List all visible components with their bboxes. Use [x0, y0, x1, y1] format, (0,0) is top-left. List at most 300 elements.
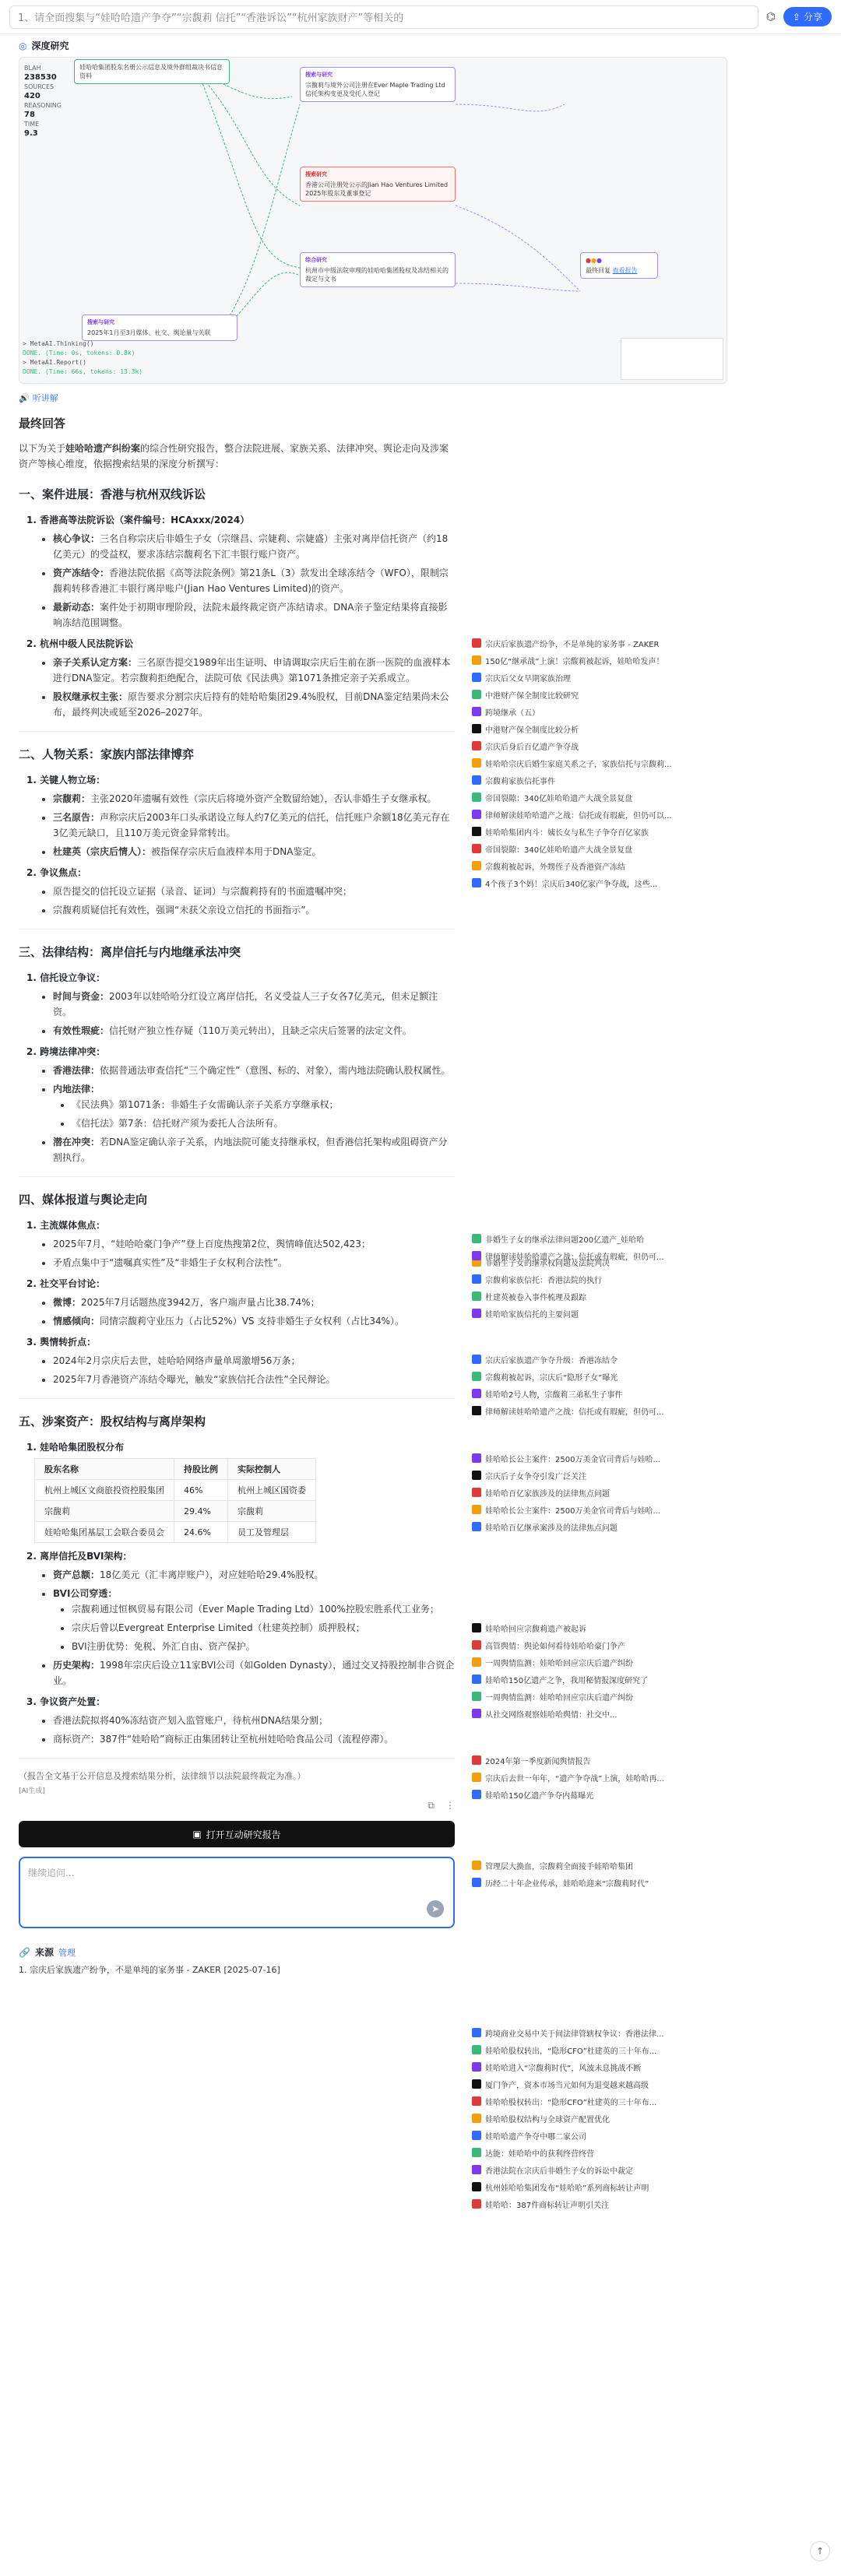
list-item	[53, 599, 455, 631]
list-item: • 宗庆后曾以Evergreat Enterprise Limited（杜建英控制）质押股权；	[72, 1620, 455, 1636]
source-favicon-icon	[472, 878, 481, 887]
source-favicon-icon	[472, 1453, 481, 1463]
bullet-list	[53, 1353, 455, 1387]
source-favicon-icon	[472, 861, 481, 870]
source-favicon-icon	[472, 2045, 481, 2054]
reference-title: 娃哈哈：387件商标转让声明引关注	[485, 2201, 610, 2210]
divider	[19, 1176, 455, 1177]
list-item: • 2024年2月宗庆后去世，娃哈哈网络声量单周激增56万条；	[53, 1353, 455, 1369]
source-favicon-icon	[472, 2165, 481, 2174]
table-header: 股东名称	[35, 1459, 174, 1480]
reference-list-7	[472, 1752, 830, 1803]
item-text: 主张2020年遗嘱有效性（宗庆后将境外资产全数留给她），否认非婚生子女继承权。	[90, 793, 437, 804]
stat-value: 238530	[24, 73, 57, 82]
reference-item[interactable]	[472, 2195, 830, 2212]
reference-item[interactable]	[472, 2161, 830, 2178]
item-label: 情感倾向：	[53, 1316, 100, 1327]
reference-item[interactable]	[472, 789, 830, 806]
reference-item[interactable]	[472, 720, 830, 737]
reference-title: 跨境继承（五）	[485, 708, 540, 718]
list-item	[53, 1586, 455, 1654]
source-favicon-icon	[472, 1692, 481, 1701]
reference-title: 宗庆后子女争夺引发广泛关注	[485, 1472, 586, 1481]
reference-title: 一周舆情监测：娃哈哈回应宗庆后遗产纠纷	[485, 1659, 633, 1668]
subsection-title: 2. 杭州中级人民法院诉讼	[26, 638, 134, 649]
reference-list-4	[472, 1230, 830, 1264]
report-disclaimer: （报告全文基于公开信息及搜索结果分析，法律细节以法院最终裁定为准。）	[19, 1771, 306, 1781]
reference-item[interactable]	[472, 1752, 830, 1769]
graph-node-search-d[interactable]	[82, 315, 238, 341]
reference-list-6	[472, 1619, 830, 1722]
list-item: • 《民法典》第1071条：非婚生子女需确认亲子关系方享继承权；	[72, 1097, 455, 1112]
source-favicon-icon	[472, 844, 481, 853]
ai-generated-tag: [AI生成]	[19, 1787, 45, 1795]
reference-title: 娃哈哈宗庆后婚生家庭关系之子，家族信托与宗馥莉...	[485, 760, 672, 769]
follow-up-placeholder: 继续追问...	[28, 1868, 75, 1878]
reference-title: 一周舆情监测：娃哈哈回应宗庆后遗产纠纷	[485, 1693, 633, 1703]
item-text: 18亿美元（汇丰离岸账户），对应娃哈哈29.4%股权。	[100, 1569, 324, 1580]
table-cell: 29.4%	[174, 1501, 228, 1522]
section-title: 五、涉案资产：股权结构与离岸架构	[19, 1415, 206, 1429]
source-favicon-icon	[472, 2028, 481, 2037]
subsection-title: 1. 娃哈哈集团股权分布	[26, 1442, 125, 1453]
item-label: 杜建英（宗庆后情人）：	[53, 846, 152, 857]
node-text: 香港公司注册处公示的Jian Hao Ventures Limited 2025年股东及董事登记	[305, 181, 449, 197]
reference-title: 2024年第一季度新闻舆情报告	[485, 1757, 591, 1766]
item-text: 声称宗庆后2003年口头承诺设立每人约7亿美元的信托，信托账户余额18亿美元存在3亿美元缺口，且110万美元资金异常转出。	[53, 812, 450, 838]
source-favicon-icon	[472, 673, 481, 682]
item-text: 香港法院依据《高等法院条例》第21条L（3）款发出全球冻结令（WFO），限制宗馥莉转移香港汇丰银行离岸账户(Jian Hao Ventures Limited)的资产。	[53, 568, 449, 594]
reference-item[interactable]	[472, 1501, 830, 1518]
source-favicon-icon	[472, 1505, 481, 1514]
item-text: 案件处于初期审理阶段，法院未最终裁定资产冻结请求。DNA亲子鉴定结果将直接影响冻结范围调整。	[53, 602, 448, 628]
subsection-title: 2. 跨境法律冲突：	[26, 1046, 106, 1057]
list-item	[53, 1567, 455, 1583]
reference-item[interactable]	[472, 1484, 830, 1501]
reference-title: 娃哈哈集团内斗：姨长女与私生子争夺百亿家族	[485, 828, 649, 838]
stat-label: TIME	[24, 121, 40, 128]
table-cell: 宗馥莉	[228, 1501, 316, 1522]
stat-value: 420	[24, 92, 40, 100]
item-text: 依据普通法审查信托“三个确定性”（意图、标的、对象），需内地法院确认股权属性。	[100, 1065, 451, 1076]
source-favicon-icon	[472, 775, 481, 785]
reference-list-1	[472, 634, 830, 891]
source-favicon-icon	[472, 2148, 481, 2157]
item-label: 资产冻结令：	[53, 568, 110, 578]
reference-title: 娃哈哈长公主案件：2500万美金官司背后与娃哈...	[485, 1506, 660, 1516]
reference-item[interactable]	[472, 823, 830, 840]
reference-title: 杭州娃哈哈集团发布“娃哈哈”系列商标转让声明	[485, 2184, 649, 2193]
item-label: 资产总额：	[53, 1569, 100, 1580]
reference-title: 娃哈哈遗产争夺中哪二家公司	[485, 2132, 586, 2142]
reference-title: 杜建英被卷入事件梳理及跟踪	[485, 1293, 586, 1302]
subsection-title: 3. 争议资产处置：	[26, 1696, 106, 1707]
table-row	[35, 1480, 316, 1501]
list-item	[53, 810, 455, 841]
list-item	[53, 1063, 455, 1078]
reference-item[interactable]	[472, 874, 830, 891]
node-text: 2025年1月至3月媒体、社交、舆论量与关联	[87, 329, 211, 336]
reference-title: 宗馥莉家族信托事件	[485, 777, 555, 786]
list-item	[53, 1134, 455, 1165]
item-label: 亲子关系认定方案：	[53, 657, 138, 668]
reference-item[interactable]	[472, 2127, 830, 2144]
reference-item[interactable]	[472, 1351, 830, 1368]
share-button[interactable]	[783, 7, 832, 26]
reference-title: 150亿“继承战”上演！宗馥莉被起诉，娃哈哈发声！	[485, 657, 664, 666]
table-header-row	[35, 1459, 316, 1480]
bullet-list	[53, 655, 455, 720]
list-item: • 2025年7月，“娃哈哈豪门争产”登上百度热搜第2位，舆情峰值达502,423；	[53, 1236, 455, 1252]
item-text: 若DNA鉴定确认亲子关系，内地法院可能支持继承权，但香港信托架构或阻碍资产分割执行。	[53, 1137, 448, 1163]
report-icon: ▣	[192, 1829, 202, 1840]
reference-list-3	[472, 1351, 830, 1419]
reference-item[interactable]	[472, 1619, 830, 1636]
reference-item[interactable]	[472, 686, 830, 703]
source-favicon-icon	[472, 1389, 481, 1398]
table-header: 持股比例	[174, 1459, 228, 1480]
stat-label: REASONING	[24, 102, 62, 109]
reference-title: 高管舆情：舆论如何看待娃哈哈豪门争产	[485, 1642, 625, 1651]
list-item	[53, 844, 455, 859]
reference-title: 帝国裂隙：340亿娃哈哈遗产大战全景复盘	[485, 794, 633, 803]
reference-item[interactable]	[472, 2093, 830, 2110]
reference-item[interactable]	[472, 2058, 830, 2075]
node-head: 搜索研究	[305, 171, 327, 177]
table-cell: 宗馥莉	[35, 1501, 174, 1522]
graph-node-final[interactable]: ●●● 最终回复 查看报告	[580, 252, 658, 279]
deep-research-tag	[19, 39, 455, 52]
item-label: 内地法律：	[53, 1084, 100, 1095]
item-label: 历史架构：	[53, 1660, 100, 1671]
table-row	[35, 1522, 316, 1543]
intro-text: 以下为关于	[19, 443, 66, 454]
item-label: 时间与资金：	[53, 991, 110, 1002]
reference-title: 娃哈哈股权结构与全球资产配置优化	[485, 2115, 610, 2124]
item-text: 2003年以娃哈哈分红设立离岸信托，名义受益人三子女各7亿美元，但未足额注资。	[53, 991, 438, 1017]
table-cell: 杭州上城区文商旅投资控股集团	[35, 1480, 174, 1501]
final-answer-title: 最终回答	[19, 416, 66, 431]
item-label: 香港法律：	[53, 1065, 100, 1076]
node-text: 宗馥莉与境外公司注册在Ever Maple Trading Ltd信托架构变更及受托人登记	[305, 82, 445, 97]
listen-explanation-button[interactable]	[19, 392, 455, 404]
reference-title: 香港法院在宗庆后非婚生子女的诉讼中裁定	[485, 2167, 633, 2176]
item-label: 三名原告：	[53, 812, 100, 823]
reference-title: 宗庆后家族遗产争夺升级：香港冻结令	[485, 1356, 618, 1365]
reference-title: 宗馥莉被起诉，宗庆后“隐形子女”曝光	[485, 1373, 618, 1383]
reference-item[interactable]	[472, 1402, 830, 1419]
list-item: • BVI注册优势：免税、外汇自由、资产保护。	[72, 1639, 455, 1654]
reference-item[interactable]	[472, 1671, 830, 1688]
list-item: • 商标资产：387件“娃哈哈”商标正由集团转让至杭州娃哈哈食品公司（流程停滞）。	[53, 1731, 455, 1747]
source-favicon-icon	[472, 827, 481, 836]
source-favicon-icon	[472, 2114, 481, 2123]
reference-title: 娃哈哈股权转出：“隐形CFO”杜建英的三十年布...	[485, 2098, 657, 2107]
reference-item[interactable]	[472, 857, 830, 874]
research-icon: ◎	[19, 40, 27, 51]
item-label: 最新动态：	[53, 602, 100, 613]
list-item	[53, 1313, 455, 1329]
send-icon[interactable]: ➤	[427, 1900, 444, 1917]
reference-title: 中港财产保全制度比较分析	[485, 726, 579, 735]
reference-item[interactable]	[472, 1874, 830, 1891]
section-title: 一、案件进展：香港与杭州双线诉讼	[19, 487, 206, 501]
item-label: 核心争议：	[53, 533, 100, 544]
reference-item[interactable]	[472, 754, 830, 771]
reference-title: 娃哈哈150亿遗产之争，我用秘情报深度研究了	[485, 1676, 649, 1685]
source-favicon-icon	[472, 758, 481, 768]
reference-item[interactable]	[472, 737, 830, 754]
stat-label: SOURCES	[24, 83, 55, 90]
sources-header	[19, 1945, 455, 1959]
source-favicon-icon	[472, 1406, 481, 1415]
table-cell: 24.6%	[174, 1522, 228, 1543]
reference-item[interactable]	[472, 1786, 830, 1803]
reference-item[interactable]	[472, 1450, 830, 1467]
intro-text: 的综合性研究报告，整合法院进展、家族关系、法律冲突、舆论走向及涉案资产等核心维度，依据搜索结果的深度分析撰写：	[19, 443, 449, 469]
reference-list-9	[472, 2024, 830, 2212]
reference-item[interactable]	[472, 1688, 830, 1705]
item-text: 同情宗馥莉守业压力（占比52%）VS 支持非婚生子女权利（占比34%）。	[100, 1316, 405, 1327]
source-favicon-icon	[472, 810, 481, 819]
subsection-title: 2. 争议焦点：	[26, 867, 87, 878]
reference-item[interactable]	[472, 1288, 830, 1305]
list-item: • 香港法院拟将40%冻结资产划入监管账户，待杭州DNA结果分割；	[53, 1713, 455, 1728]
reference-item[interactable]	[472, 1653, 830, 1671]
reference-item[interactable]	[472, 2075, 830, 2093]
final-node-label: 最终回复	[586, 267, 611, 274]
reference-item[interactable]	[472, 1857, 830, 1874]
reference-item[interactable]	[472, 2024, 830, 2041]
reference-title: 娃哈哈回应宗馥莉遗产被起诉	[485, 1625, 586, 1634]
reference-title: 律师解读娃哈哈遗产之战：信托或有瑕疵，但仍可以...	[485, 811, 672, 821]
more-icon[interactable]: ⋮	[445, 1800, 455, 1811]
reference-item[interactable]	[472, 669, 830, 686]
list-item: • 宗馥莉通过恒枫贸易有限公司（Ever Maple Trading Ltd）100%控股宏胜系代工业务；	[72, 1601, 455, 1617]
minimap[interactable]	[621, 338, 723, 380]
source-favicon-icon	[472, 2079, 481, 2089]
item-label: 宗馥莉：	[53, 793, 91, 804]
reference-item[interactable]	[472, 1305, 830, 1322]
source-favicon-icon	[472, 724, 481, 733]
node-head: 综合研究	[305, 257, 327, 263]
reference-item[interactable]	[472, 840, 830, 857]
answer-actions	[19, 1800, 455, 1812]
source-item[interactable]: 1. 宗庆后家族遗产纷争，不是单纯的家务事 - ZAKER [2025-07-16]	[19, 1965, 280, 1975]
source-favicon-icon	[472, 1372, 481, 1381]
bullet-list	[53, 1063, 455, 1165]
reference-title: 帝国裂隙：340亿娃哈哈遗产大战全景复盘	[485, 845, 633, 855]
source-favicon-icon	[472, 2096, 481, 2106]
source-favicon-icon	[472, 1657, 481, 1667]
share-link-icon[interactable]: ⌬	[765, 10, 776, 23]
divider	[19, 1398, 455, 1399]
reference-title: 宗庆后家族遗产纷争，不是单纯的家务事 - ZAKER	[485, 640, 660, 649]
item-label: 潜在冲突：	[53, 1137, 100, 1147]
graph-node-search-b[interactable]	[300, 167, 456, 202]
console-log	[23, 339, 256, 377]
reference-title: 律师解读娃哈哈遗产之战：信托或有瑕疵，但仍可...	[485, 1407, 664, 1417]
item-text: 2025年7月话题热度3942万，客户端声量占比38.74%；	[81, 1297, 320, 1308]
reference-title: 厦门争产，资本市场当元如何为退变越来越高级	[485, 2081, 649, 2090]
item-text: 三名原告提交1989年出生证明、申请调取宗庆后生前在浙一医院的血液样本进行DNA鉴定。若宗馥莉拒绝配合，法院可依《民法典》第1071条推定亲子关系成立。	[53, 657, 451, 684]
listen-label: 听讲解	[32, 393, 58, 403]
divider	[19, 929, 455, 930]
reference-item[interactable]	[472, 771, 830, 789]
reference-title: 娃哈哈家族信托的主要问题	[485, 1310, 579, 1320]
list-item	[53, 531, 455, 562]
list-item: • 宗馥莉质疑信托有效性，强调“未获父亲设立信托的书面指示”。	[53, 902, 455, 918]
reference-item[interactable]	[472, 1385, 830, 1402]
subsection-title: 1. 关键人物立场：	[26, 775, 106, 785]
reference-item[interactable]	[472, 1270, 830, 1288]
source-favicon-icon	[472, 1488, 481, 1497]
intro-paragraph	[19, 441, 455, 472]
reference-title: 娃哈哈长公主案件：2500万美金官司背后与娃哈...	[485, 1455, 660, 1464]
source-favicon-icon	[472, 1790, 481, 1799]
source-favicon-icon	[472, 1234, 481, 1243]
reference-item[interactable]	[472, 806, 830, 823]
bullet-list	[53, 989, 455, 1038]
nested-list	[72, 1097, 455, 1131]
item-text: 信托财产独立性存疑（110万美元转出），且缺乏宗庆后签署的法定文件。	[109, 1025, 412, 1036]
open-interactive-report-button[interactable]	[19, 1821, 455, 1847]
table-cell: 员工及管理层	[228, 1522, 316, 1543]
reference-title: 达能：娃哈哈中的获利终营终营	[485, 2149, 594, 2159]
table-cell: 杭州上城区国资委	[228, 1480, 316, 1501]
reference-item[interactable]	[472, 1368, 830, 1385]
item-text: 三名自称宗庆后非婚生子女（宗继昌、宗婕莉、宗婕盛）主张对离岸信托资产（约18亿美元）的受益权，要求冻结宗馥莉名下汇丰银行账户资产。	[53, 533, 449, 560]
reference-item[interactable]	[472, 2041, 830, 2058]
graph-node-top-left[interactable]: 娃哈哈集团股东名册公示信息及境外群组裁决书信息资料	[74, 59, 230, 84]
list-item: • 矛盾点集中于“遗嘱真实性”及“非婚生子女权利合法性”。	[53, 1255, 455, 1270]
share-label: 分享	[803, 12, 822, 23]
follow-up-input[interactable]	[19, 1857, 455, 1928]
reference-item[interactable]	[472, 1769, 830, 1786]
reference-title: 娃哈哈百亿家族涉及的法律焦点问题	[485, 1489, 610, 1499]
reference-item[interactable]	[472, 1705, 830, 1722]
reference-title: 宗庆后去世一年年，“遗产争夺战”上演，娃哈哈再...	[485, 1774, 664, 1784]
subsection-title: 3. 舆情转折点：	[26, 1337, 97, 1348]
table-cell: 46%	[174, 1480, 228, 1501]
source-favicon-icon	[472, 1522, 481, 1531]
source-favicon-icon	[472, 1878, 481, 1887]
reference-title: 跨境商业交易中关于间法律管辖权争议：香港法律...	[485, 2030, 664, 2039]
list-item	[53, 689, 455, 720]
source-favicon-icon	[472, 1709, 481, 1718]
list-item: • 《信托法》第7条：信托财产须为委托人合法所有。	[72, 1116, 455, 1131]
source-favicon-icon	[472, 655, 481, 665]
stat-label: BLAH	[24, 65, 41, 72]
reference-title: 娃哈哈百亿继承案涉及的法律焦点问题	[485, 1523, 618, 1533]
reference-item[interactable]	[472, 652, 830, 669]
bullet-list	[53, 1236, 455, 1270]
reference-item[interactable]	[472, 1636, 830, 1653]
copy-icon[interactable]: ⧉	[428, 1800, 435, 1811]
subsection-title: 1. 香港高等法院诉讼（案件编号：HCAxxx/2024）	[26, 515, 250, 525]
reference-item[interactable]	[472, 703, 830, 720]
node-head: 搜索与研究	[305, 72, 333, 78]
reference-title: 中港财产保全制度比较研究	[485, 691, 579, 701]
list-item	[53, 655, 455, 686]
source-favicon-icon	[472, 1251, 481, 1260]
item-text: 被指保存宗庆后血液样本用于DNA鉴定。	[151, 846, 322, 857]
report-button-label: 打开互动研究报告	[206, 1829, 281, 1840]
share-icon: ⇪	[792, 11, 801, 23]
source-favicon-icon	[472, 1773, 481, 1782]
list-item: • 原告提交的信托设立证据（录音、证词）与宗馥莉持有的书面遗嘱冲突；	[53, 884, 455, 899]
section-title: 二、人物关系：家族内部法律博弈	[19, 747, 195, 761]
reference-item[interactable]	[472, 634, 830, 652]
source-favicon-icon	[472, 2131, 481, 2140]
table-header: 实际控制人	[228, 1459, 316, 1480]
console-line: DONE. (Time: 66s, tokens: 13.3k)	[23, 368, 143, 375]
console-line: > MetaAI.Thinking()	[23, 340, 94, 347]
item-label: BVI公司穿透：	[53, 1588, 118, 1599]
research-label: 深度研究	[31, 40, 69, 51]
reference-item[interactable]	[472, 1518, 830, 1535]
reference-list-5	[472, 1450, 830, 1535]
reference-title: 娃哈哈150亿遗产争夺内幕曝光	[485, 1791, 594, 1801]
reference-title: 宗馥莉家族信托：香港法院的执行	[485, 1276, 602, 1285]
reference-title: 非婚生子女的继承权问题及法院判决	[485, 1259, 610, 1268]
graph-node-search-a[interactable]	[300, 67, 456, 102]
top-bar	[0, 0, 841, 34]
reference-item[interactable]	[472, 2144, 830, 2161]
reference-title: 娃哈哈进入“宗馥莉时代”，风波未息挑战不断	[485, 2064, 642, 2073]
source-favicon-icon	[472, 1292, 481, 1301]
source-favicon-icon	[472, 1471, 481, 1480]
stat-value: 9.3	[24, 129, 38, 138]
console-line: DONE. (Time: 0s, tokens: 0.8k)	[23, 350, 135, 357]
reference-title: 宗馥莉被起诉，外甥侄子及香港资产冻结	[485, 863, 625, 872]
node-head: 搜索与研究	[87, 319, 114, 325]
intro-bold: 娃哈哈遗产纠纷案	[65, 443, 141, 454]
reference-title: 宗庆后身后百亿遗产争夺战	[485, 743, 579, 752]
source-favicon-icon	[472, 1309, 481, 1318]
reference-item[interactable]	[472, 1467, 830, 1484]
search-input[interactable]: 1、请全面搜集与“娃哈哈遗产争夺”“宗馥莉 信托”“香港诉讼”“杭州家族财产”等相关的	[9, 5, 758, 29]
bullet-list	[53, 884, 455, 918]
subsection-title: 2. 社交平台讨论：	[26, 1278, 106, 1289]
graph-node-research-c[interactable]	[300, 252, 456, 287]
research-graph-canvas[interactable]	[19, 57, 727, 384]
reference-item[interactable]	[472, 2178, 830, 2195]
item-label: 微博：	[53, 1297, 82, 1308]
scroll-top-button[interactable]: ↑	[810, 2541, 830, 2561]
reference-title: 4个孩子3个妈！宗庆后340亿家产争夺战，这些...	[485, 880, 658, 889]
reference-title: 娃哈哈股权转出，“隐形CFO”杜建英的三十年布...	[485, 2047, 657, 2056]
reference-item[interactable]	[472, 1247, 830, 1264]
subsection-title: 1. 主流媒体焦点：	[26, 1220, 106, 1231]
bullet-list	[53, 1567, 455, 1689]
view-report-link[interactable]: 查看报告	[612, 267, 638, 274]
bullet-list	[53, 791, 455, 859]
reference-item[interactable]	[472, 1230, 830, 1247]
shareholding-table	[34, 1458, 316, 1543]
manage-sources-link[interactable]: 管理	[58, 1947, 76, 1958]
source-favicon-icon	[472, 2199, 481, 2209]
reference-item[interactable]	[472, 2110, 830, 2127]
source-favicon-icon	[472, 2182, 481, 2191]
subsection-title: 2. 离岸信托及BVI架构：	[26, 1551, 132, 1562]
table-cell: 娃哈哈集团基层工会联合委员会	[35, 1522, 174, 1543]
reference-title: 律师解读娃哈哈遗产之战：信托或有瑕疵，但仍可...	[485, 1253, 664, 1262]
reference-title: 宗庆后父女早期家族治理	[485, 674, 571, 684]
source-favicon-icon	[472, 1755, 481, 1765]
source-favicon-icon	[472, 638, 481, 648]
section-title: 四、媒体报道与舆论走向	[19, 1193, 148, 1207]
